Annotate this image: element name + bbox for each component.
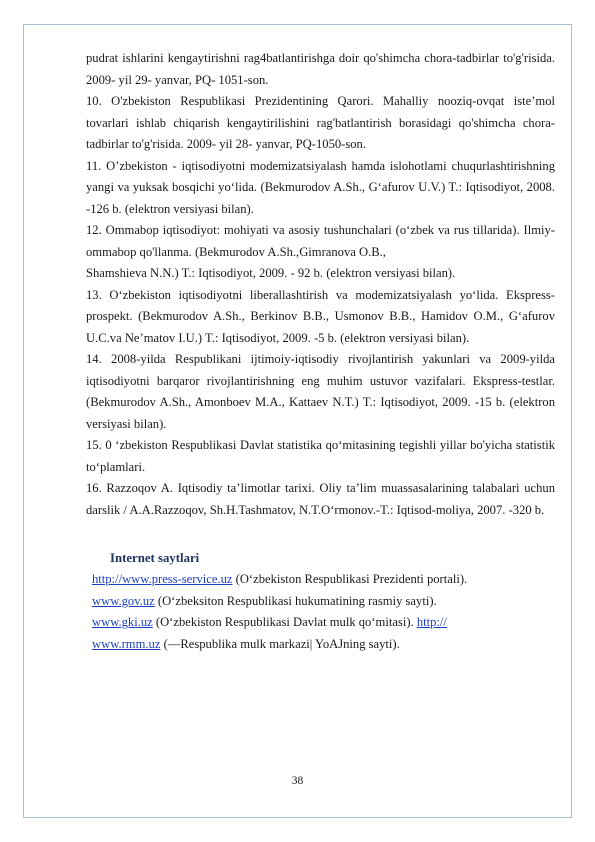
gov-uz-link[interactable]: www.gov.uz [92, 593, 155, 608]
page-number: 38 [291, 775, 304, 787]
internet-line-1 [92, 569, 555, 591]
reference-10: 10. O'zbekiston Respublikasi Prezidentining Qarori. Mahalliy nooziq-ovqat iste’mol tovarlari ishlab chiqarish kengaytirilishini rag'batlantirish borasidagi qo'shimcha chora-tadbirlar to'g'risida. 2009- yil 28- yanvar, PQ-1050-son. [86, 94, 555, 151]
reference-13: 13. O‘zbekiston iqtisodiyotni liberallashtirish va modemizatsiyalash yo‘lida. Ekspress-prospekt. (Bekmurodov A.Sh., Berkinov B.B., Usmonov B.B., Hamidov O.M., G‘afurov U.C.va Ne’matov I.U.) T.: Iqtisodiyot, 2009. -5 b. (elektron versiyasi bilan). [86, 287, 555, 345]
press-service-description: (O‘zbekiston Respublikasi Prezidenti portali). [232, 572, 468, 586]
rmm-uz-link[interactable]: www.rmm.uz [92, 636, 161, 651]
rmm-uz-link-start[interactable]: http:// [416, 615, 447, 629]
reference-11: 11. O’zbekiston - iqtisodiyotni modemizatsiyalash hamda islohotlami chuqurlashtirishning yangi va yuksak bosqichi yo‘lida. (Bekmurodov A.Sh., G‘afurov U.V.) T.: Iqtisodiyot, 2008. -126 b. (elektron versiyasi bilan). [86, 158, 555, 216]
reference-12-continuation: Shamshieva N.N.) T.: Iqtisodiyot, 2009. - 92 b. (elektron versiyasi bilan). [86, 266, 456, 280]
reference-16: 16. Razzoqov A. Iqtisodiy ta’limotlar tarixi. Oliy ta’lim muassasalarining talabalari uchun darslik / A.A.Razzoqov, Sh.H.Tashmatov, N.T.O‘rmonov.-T.: Iqtisod-moliya, 2007. -320 b. [86, 481, 555, 517]
internet-line-4 [92, 634, 555, 656]
document-body [86, 48, 555, 655]
press-service-link[interactable]: http://www.press-service.uz [92, 572, 233, 586]
internet-line-3 [92, 612, 555, 634]
internet-sites-heading: Internet saytlari [110, 551, 200, 565]
gki-uz-description: (O‘zbekiston Respublikasi Davlat mulk qo‘mitasi). [152, 615, 417, 629]
reference-9-continuation: pudrat ishlarini kengaytirishni rag4batlantirishga doir qo'shimcha chora-tadbirlar to'g'risida. 2009- yil 29- yanvar, PQ- 1051-son. [86, 51, 555, 87]
rmm-uz-description: (—Respublika mulk markazi| YoAJning sayti). [160, 636, 400, 651]
reference-12: 12. Ommabop iqtisodiyot: mohiyati va asosiy tushunchalari (o‘zbek va rus tillarida). Ilmiy-ommabop qo'llanma. (Bekmurodov A.Sh.,Gimranova O.B., [86, 223, 555, 259]
internet-line-2 [92, 591, 555, 613]
reference-14: 14. 2008-yilda Respublikani ijtimoiy-iqtisodiy rivojlantirish yakunlari va 2009-yilda iqtisodiyotni barqaror rivojlantirishning eng muhim ustuvor vazifalari. Ekspress-testlar. (Bekmurodov A.Sh., Amonboev M.A., Kattaev N.T.) T.: Iqtisodiyot, 2009. -15 b. (elektron versiyasi bilan). [86, 352, 555, 431]
internet-sites-list [86, 569, 555, 655]
gov-uz-description: (O‘zbeksiton Respublikasi hukumatining rasmiy sayti). [154, 593, 437, 608]
reference-15: 15. 0 ‘zbekiston Respublikasi Davlat statistika qo‘mitasining tegishli yillar bo'yicha statistik to‘plamlari. [86, 438, 555, 474]
gki-uz-link[interactable]: www.gki.uz [92, 615, 153, 629]
